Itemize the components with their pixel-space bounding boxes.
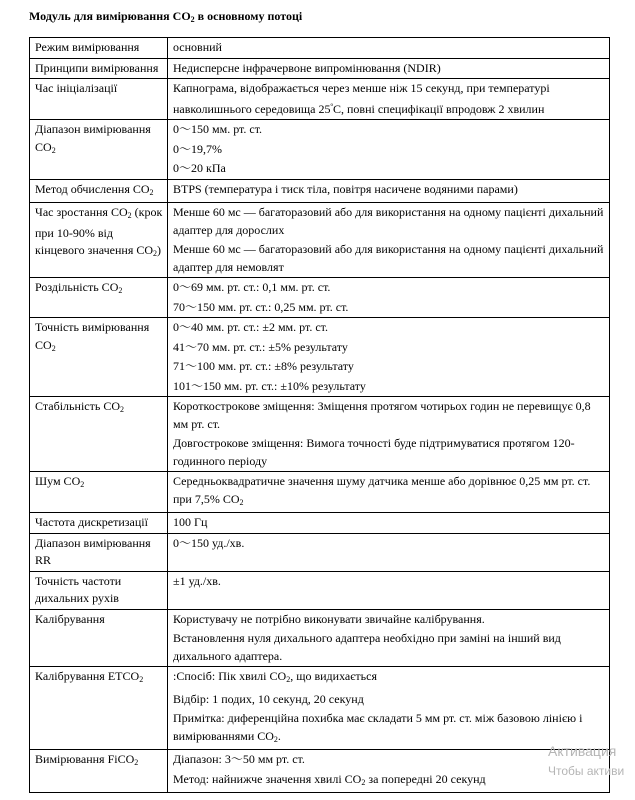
value-line: BTPS (температура і тиск тіла, повітря насичене водяними парами): [173, 181, 518, 196]
table-row: [30, 472, 610, 513]
value-line: 0～40 мм. рт. ст.: ±2 мм. рт. ст.: [173, 320, 328, 334]
parameter-name: Час ініціалізації: [30, 79, 168, 120]
table-row: [30, 513, 610, 534]
parameter-name: Діапазон вимірювання RR: [30, 533, 168, 571]
value-line: Середньоквадратичне значення шуму датчика менше або дорівнює 0,25 мм рт. ст. при 7,5% $CO_2$: [173, 474, 591, 507]
value-line: Відбір: 1 подих, 10 секунд, 20 секунд: [173, 691, 364, 706]
value-line: 70～150 мм. рт. ст.: 0,25 мм. рт. ст.: [173, 299, 349, 314]
parameter-value: [168, 571, 610, 609]
table-row: [30, 397, 610, 472]
value-line: Капнограма, відображається через менше ніж 15 секунд, при температурі навколишнього середовища $25^ºC$, повні специфікації впродовж 2 хвилин: [173, 81, 550, 116]
table-row: [30, 750, 610, 793]
parameter-name: Точність вимірювання $CO_2$: [30, 318, 168, 397]
parameter-name: Час зростання $CO_2$ (крок при 10-90% від кінцевого значення $CO_2$): [30, 203, 168, 278]
parameter-value: [168, 38, 610, 59]
parameter-value: [168, 513, 610, 534]
table-row: [30, 120, 610, 180]
parameter-value: [168, 609, 610, 667]
value-line: 100 Гц: [173, 515, 208, 529]
value-line: Недисперсне інфрачервоне випромінювання (NDIR): [173, 60, 441, 75]
parameter-value: [168, 58, 610, 79]
activation-watermark-line2: Чтобы активи: [548, 764, 625, 778]
value-line: 0～20 кПа: [173, 161, 226, 175]
parameter-value: [168, 179, 610, 203]
parameter-value: [168, 120, 610, 180]
parameter-value: [168, 750, 610, 793]
value-line: 41～70 мм. рт. ст.: ±5% результату: [173, 339, 348, 354]
table-row: [30, 533, 610, 571]
table-row: [30, 667, 610, 750]
parameter-name: Діапазон вимірювання $CO_2$: [30, 120, 168, 180]
parameter-value: [168, 203, 610, 278]
parameter-name: Принципи вимірювання: [30, 58, 168, 79]
value-line: Встановлення нуля дихального адаптера необхідно при заміні на інший вид дихального адаптера.: [173, 631, 561, 663]
parameter-name: Точність частоти дихальних рухів: [30, 571, 168, 609]
table-row: [30, 278, 610, 318]
parameter-name: Калібрування: [30, 609, 168, 667]
table-row: [30, 203, 610, 278]
parameter-value: [168, 533, 610, 571]
parameter-value: [168, 278, 610, 318]
parameter-value: [168, 667, 610, 750]
value-line: Довгострокове зміщення: Вимога точності буде підтримуватися протягом 120-годинного періоду: [173, 436, 575, 468]
value-line: Примітка: диференційна похибка має складати 5 мм рт. ст. між базовою лінією і вимірюваннями $CO_2$.: [173, 711, 583, 744]
spec-table: [29, 37, 610, 793]
table-row: [30, 58, 610, 79]
parameter-name: Частота дискретизації: [30, 513, 168, 534]
parameter-name: Вимірювання FiCO$_2$: [30, 750, 168, 793]
value-line: Метод: найнижче значення хвилі $CO_2$ за попередні 20 секунд: [173, 771, 486, 787]
parameter-value: [168, 397, 610, 472]
parameter-name: Роздільність $CO_2$: [30, 278, 168, 318]
parameter-value: [168, 79, 610, 120]
parameter-value: [168, 318, 610, 397]
value-line: Менше 60 мс — багаторазовий або для використання на одному пацієнті дихальний адаптер для дорослих: [173, 205, 604, 237]
value-line: Користувачу не потрібно виконувати звичайне калібрування.: [173, 611, 485, 626]
table-row: [30, 38, 610, 59]
table-row: [30, 79, 610, 120]
value-line: 0～150 мм. рт. ст.: [173, 122, 263, 136]
value-line: 0～19,7%: [173, 141, 222, 156]
table-row: [30, 318, 610, 397]
spec-table-body: [30, 38, 610, 793]
value-line: 101～150 мм. рт. ст.: ±10% результату: [173, 378, 366, 393]
parameter-name: Калібрування $ETCO_2$: [30, 667, 168, 750]
parameter-name: Шум $CO_2$: [30, 472, 168, 513]
value-line: 0～69 мм. рт. ст.: 0,1 мм. рт. ст.: [173, 280, 331, 294]
value-line: основний: [173, 40, 222, 54]
parameter-name: Режим вимірювання: [30, 38, 168, 59]
parameter-name: Стабільність $CO_2$: [30, 397, 168, 472]
value-line: Діапазон: 3～50 мм рт. ст.: [173, 752, 305, 766]
value-line: Менше 60 мс — багаторазовий або для використання на одному пацієнті дихальний адаптер для немовлят: [173, 242, 604, 274]
value-line: :Спосіб: Пік хвилі $CO_2$, що видихається: [173, 669, 377, 684]
activation-watermark-line1: Активация: [548, 743, 617, 759]
table-row: [30, 179, 610, 203]
parameter-value: [168, 472, 610, 513]
page-title: Модуль для вимірювання $CO_2$ в основному потоці: [29, 9, 303, 24]
value-line: ±1 уд./хв.: [173, 573, 221, 588]
value-line: 0～150 уд./хв.: [173, 535, 245, 550]
table-row: [30, 609, 610, 667]
value-line: 71～100 мм. рт. ст.: ±8% результату: [173, 359, 354, 373]
value-line: Короткострокове зміщення: Зміщення протягом чотирьох годин не перевищує 0,8 мм рт. ст.: [173, 399, 591, 431]
table-row: [30, 571, 610, 609]
parameter-name: Метод обчислення $CO_2$: [30, 179, 168, 203]
